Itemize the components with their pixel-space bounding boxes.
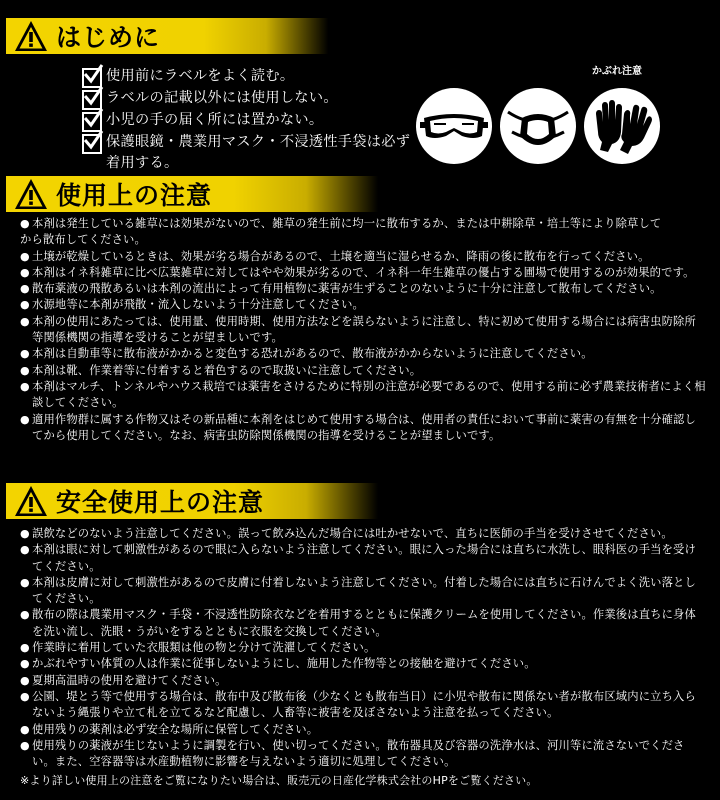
usage-item: ● 本剤はマルチ、トンネルやハウス栽培では薬害をさけるために特別の注意が必要であるので、使用する前に必ず農業技術者によく相談してください。 bbox=[20, 379, 706, 412]
safety-item: ● 誤飲などのないよう注意してください。誤って飲み込んだ場合には吐かせないで、直ちに医師の手当を受けさせてください。 bbox=[20, 526, 706, 542]
usage-item: ● 散布薬液の飛散あるいは本剤の流出によって有用植物に薬害が生ずることのないように十分に注意して散布してください。 bbox=[20, 281, 706, 297]
warning-icon bbox=[14, 20, 48, 52]
footer-note: ※より詳しい使用上の注意をご覧になりたい場合は、販売元の日産化学株式会社のHPをご覧ください。 bbox=[20, 774, 538, 787]
safety-item: ● 散布の際は農業用マスク・手袋・不浸透性防除衣などを着用するとともに保護クリームを使用してください。作業後は直ちに身体を洗い流し、洗眼・うがいをするとともに衣服を交換してください。 bbox=[20, 607, 706, 640]
usage-item: ● 本剤は靴、作業着等に付着すると着色するので取扱いに注意してください。 bbox=[20, 363, 706, 379]
checklist-text: 保護眼鏡・農業用マスク・不浸透性手袋は必ず着用する。 bbox=[106, 134, 411, 171]
usage-item: ● 土壌が乾燥しているときは、効果が劣る場合があるので、土壌を適当に湿らせるか、降雨の後に散布を行ってください。 bbox=[20, 249, 706, 265]
usage-item: ● 本剤は自動車等に散布液がかかると変色する恐れがあるので、散布液がかからないように注意してください。 bbox=[20, 346, 706, 362]
usage-item: ● 適用作物群に属する作物又はその新品種に本剤をはじめて使用する場合は、使用者の責任において事前に薬害の有無を十分確認してから使用してください。なお、病害虫防除関係機関の指導を受けることが望ましいです。 bbox=[20, 412, 706, 445]
safety-list bbox=[20, 526, 706, 770]
warning-icon bbox=[14, 485, 48, 517]
usage-title: 使用上の注意 bbox=[56, 181, 213, 210]
usage-item bbox=[20, 216, 706, 232]
intro-checklist bbox=[82, 66, 422, 174]
mask-icon bbox=[500, 88, 576, 164]
goggles-icon bbox=[416, 88, 492, 164]
checklist-text: 小児の手の届く所には置かない。 bbox=[106, 112, 324, 128]
checklist-item bbox=[82, 110, 422, 132]
gloves-icon bbox=[584, 88, 660, 164]
usage-list bbox=[20, 216, 706, 444]
usage-item-continuation: から散布してください。 bbox=[20, 233, 146, 247]
safety-header bbox=[6, 483, 606, 519]
safety-item: ● 作業時に着用していた衣服類は他の物と分けて洗濯してください。 bbox=[20, 640, 706, 656]
safety-item: ● 公園、堤とう等で使用する場合は、散布中及び散布後（少なくとも散布当日）に小児や散布に関係ない者が散布区域内に立ち入らないよう縄張りや立て札を立てるなど配慮し、人畜等に被害を及ぼさないよう注意を払ってください。 bbox=[20, 689, 706, 722]
intro-header bbox=[6, 18, 526, 54]
warning-icon bbox=[14, 178, 48, 210]
checklist-item bbox=[82, 66, 422, 88]
safety-item: ● 夏期高温時の使用を避けてください。 bbox=[20, 673, 706, 689]
checkbox-icon bbox=[82, 134, 102, 154]
checklist-item bbox=[82, 88, 422, 110]
usage-header bbox=[6, 176, 606, 212]
checklist-text: ラベルの記載以外には使用しない。 bbox=[106, 90, 338, 106]
ppe-caption: かぶれ注意 bbox=[592, 66, 642, 77]
usage-item-text: 本剤は発生している雑草には効果がないので、雑草の発生前に均一に散布するか、または中耕除草・培土等により除草して bbox=[32, 217, 662, 230]
safety-item: ● 使用残りの薬液が生じないように調製を行い、使い切ってください。散布器具及び容器の洗浄水は、河川等に流さないでください。また、空容器等は水産動植物に影響を与えないよう適切に処理してください。 bbox=[20, 738, 706, 771]
checklist-item bbox=[82, 132, 422, 174]
intro-title: はじめに bbox=[56, 23, 161, 52]
label-panel bbox=[6, 6, 714, 794]
safety-item: ● かぶれやすい体質の人は作業に従事しないようにし、施用した作物等との接触を避けてください。 bbox=[20, 656, 706, 672]
safety-item: ● 本剤は皮膚に対して刺激性があるので皮膚に付着しないよう注意してください。付着した場合には直ちに石けんでよく洗い落としてください。 bbox=[20, 575, 706, 608]
checklist-text: 使用前にラベルをよく読む。 bbox=[106, 68, 295, 84]
usage-item: ● 本剤の使用にあたっては、使用量、使用時期、使用方法などを誤らないように注意し、特に初めて使用する場合には病害虫防除所等関係機関の指導を受けることが望ましいです。 bbox=[20, 314, 706, 347]
safety-item: ● 本剤は眼に対して刺激性があるので眼に入らないよう注意してください。眼に入った場合には直ちに水洗し、眼科医の手当を受けてください。 bbox=[20, 542, 706, 575]
safety-title: 安全使用上の注意 bbox=[56, 488, 265, 517]
safety-item: ● 使用残りの薬剤は必ず安全な場所に保管してください。 bbox=[20, 722, 706, 738]
usage-item: ● 本剤はイネ科雑草に比べ広葉雑草に対してはやや効果が劣るので、イネ科一年生雑草の優占する圃場で使用するのが効果的です。 bbox=[20, 265, 706, 281]
usage-item: ● 水源地等に本剤が飛散・流入しないよう十分注意してください。 bbox=[20, 297, 706, 313]
